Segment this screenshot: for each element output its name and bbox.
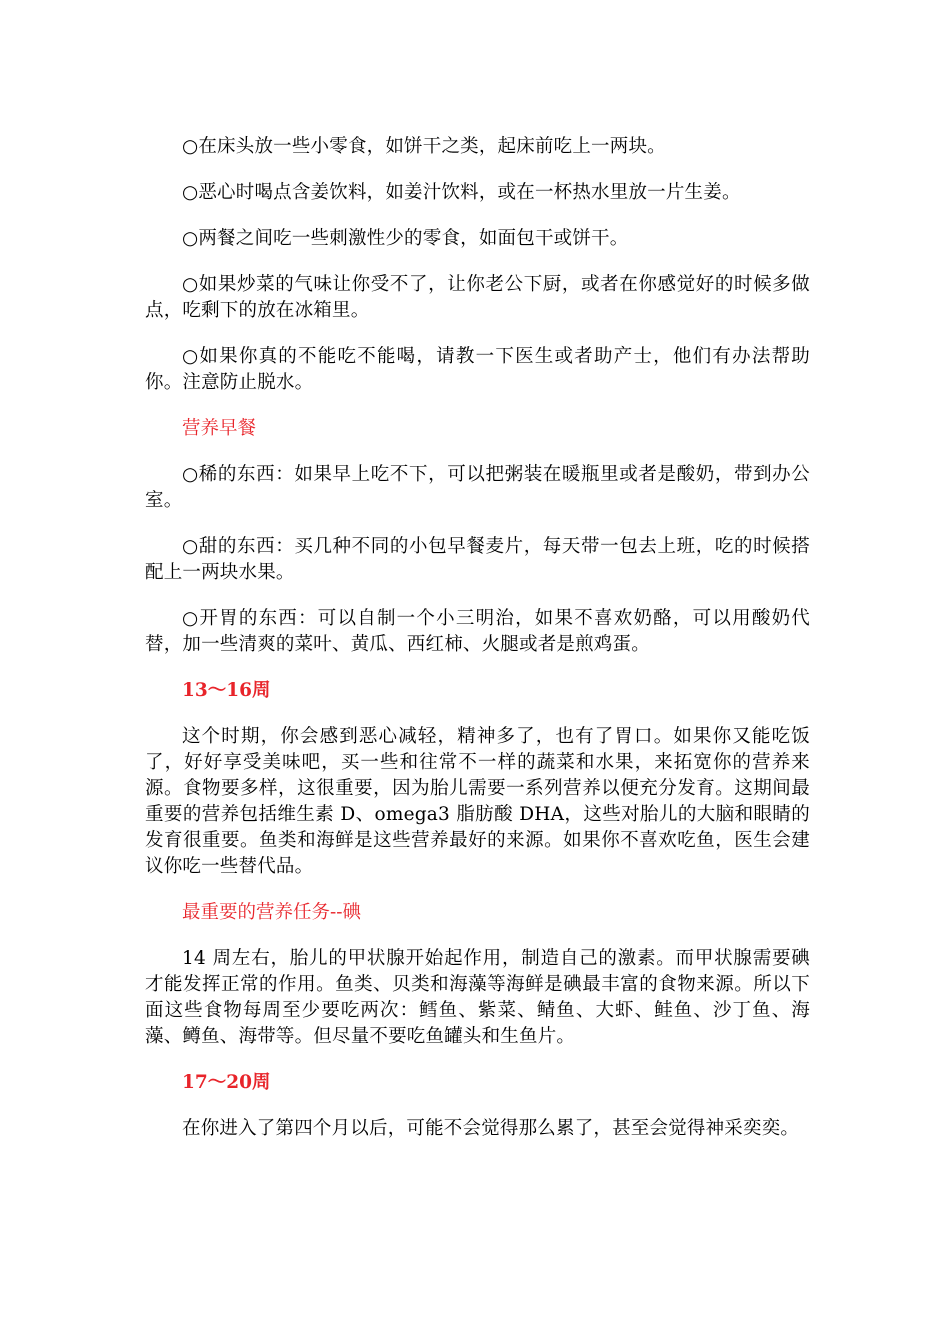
week17-paragraph: 在你进入了第四个月以后，可能不会觉得那么累了，甚至会觉得神采奕奕。 (182, 1118, 800, 1139)
section-heading-iodine: 最重要的营养任务--碘 (182, 902, 362, 923)
section-heading-week13: 13～16周 (182, 680, 271, 701)
tip-paragraph: ○在床头放一些小零食，如饼干之类，起床前吃上一两块。 (182, 136, 666, 157)
breakfast-paragraph: ○甜的东西：买几种不同的小包早餐麦片，每天带一包去上班，吃的时候搭配上一两块水果。 (145, 536, 810, 583)
tip-paragraph: ○两餐之间吃一些刺激性少的零食，如面包干或饼干。 (182, 228, 629, 249)
tip-paragraph: ○如果炒菜的气味让你受不了，让你老公下厨，或者在你感觉好的时候多做点，吃剩下的放在冰箱里。 (145, 274, 810, 321)
document-page (145, 134, 810, 1162)
breakfast-paragraph: ○开胃的东西：可以自制一个小三明治，如果不喜欢奶酪，可以用酸奶代替，加一些清爽的菜叶、黄瓜、西红柿、火腿或者是煎鸡蛋。 (145, 608, 810, 655)
tip-paragraph: ○恶心时喝点含姜饮料，如姜汁饮料，或在一杯热水里放一片生姜。 (182, 182, 741, 203)
section-heading-week17: 17～20周 (182, 1072, 271, 1093)
tip-paragraph: ○如果你真的不能吃不能喝，请教一下医生或者助产士，他们有办法帮助你。注意防止脱水。 (145, 346, 810, 393)
breakfast-paragraph: ○稀的东西：如果早上吃不下，可以把粥装在暖瓶里或者是酸奶，带到办公室。 (145, 464, 810, 511)
section-heading-breakfast: 营养早餐 (182, 418, 257, 439)
iodine-paragraph: 14 周左右，胎儿的甲状腺开始起作用，制造自己的激素。而甲状腺需要碘才能发挥正常的作用。鱼类、贝类和海藻等海鲜是碘最丰富的食物来源。所以下面这些食物每周至少要吃两次：鳕鱼、紫菜、鲭鱼、大虾、鲑鱼、沙丁鱼、海藻、鳟鱼、海带等。但尽量不要吃鱼罐头和生鱼片。 (145, 948, 810, 1047)
week13-paragraph: 这个时期，你会感到恶心减轻，精神多了，也有了胃口。如果你又能吃饭了，好好享受美味吧，买一些和往常不一样的蔬菜和水果，来拓宽你的营养来源。食物要多样，这很重要，因为胎儿需要一系列营养以便充分发育。这期间最重要的营养包括维生素 D、omega3 脂肪酸 DHA，这些对胎儿的大脑和眼睛的发育很重要。鱼类和海鲜是这些营养最好的来源。如果你不喜欢吃鱼，医生会建议你吃一些替代品。 (145, 726, 810, 877)
